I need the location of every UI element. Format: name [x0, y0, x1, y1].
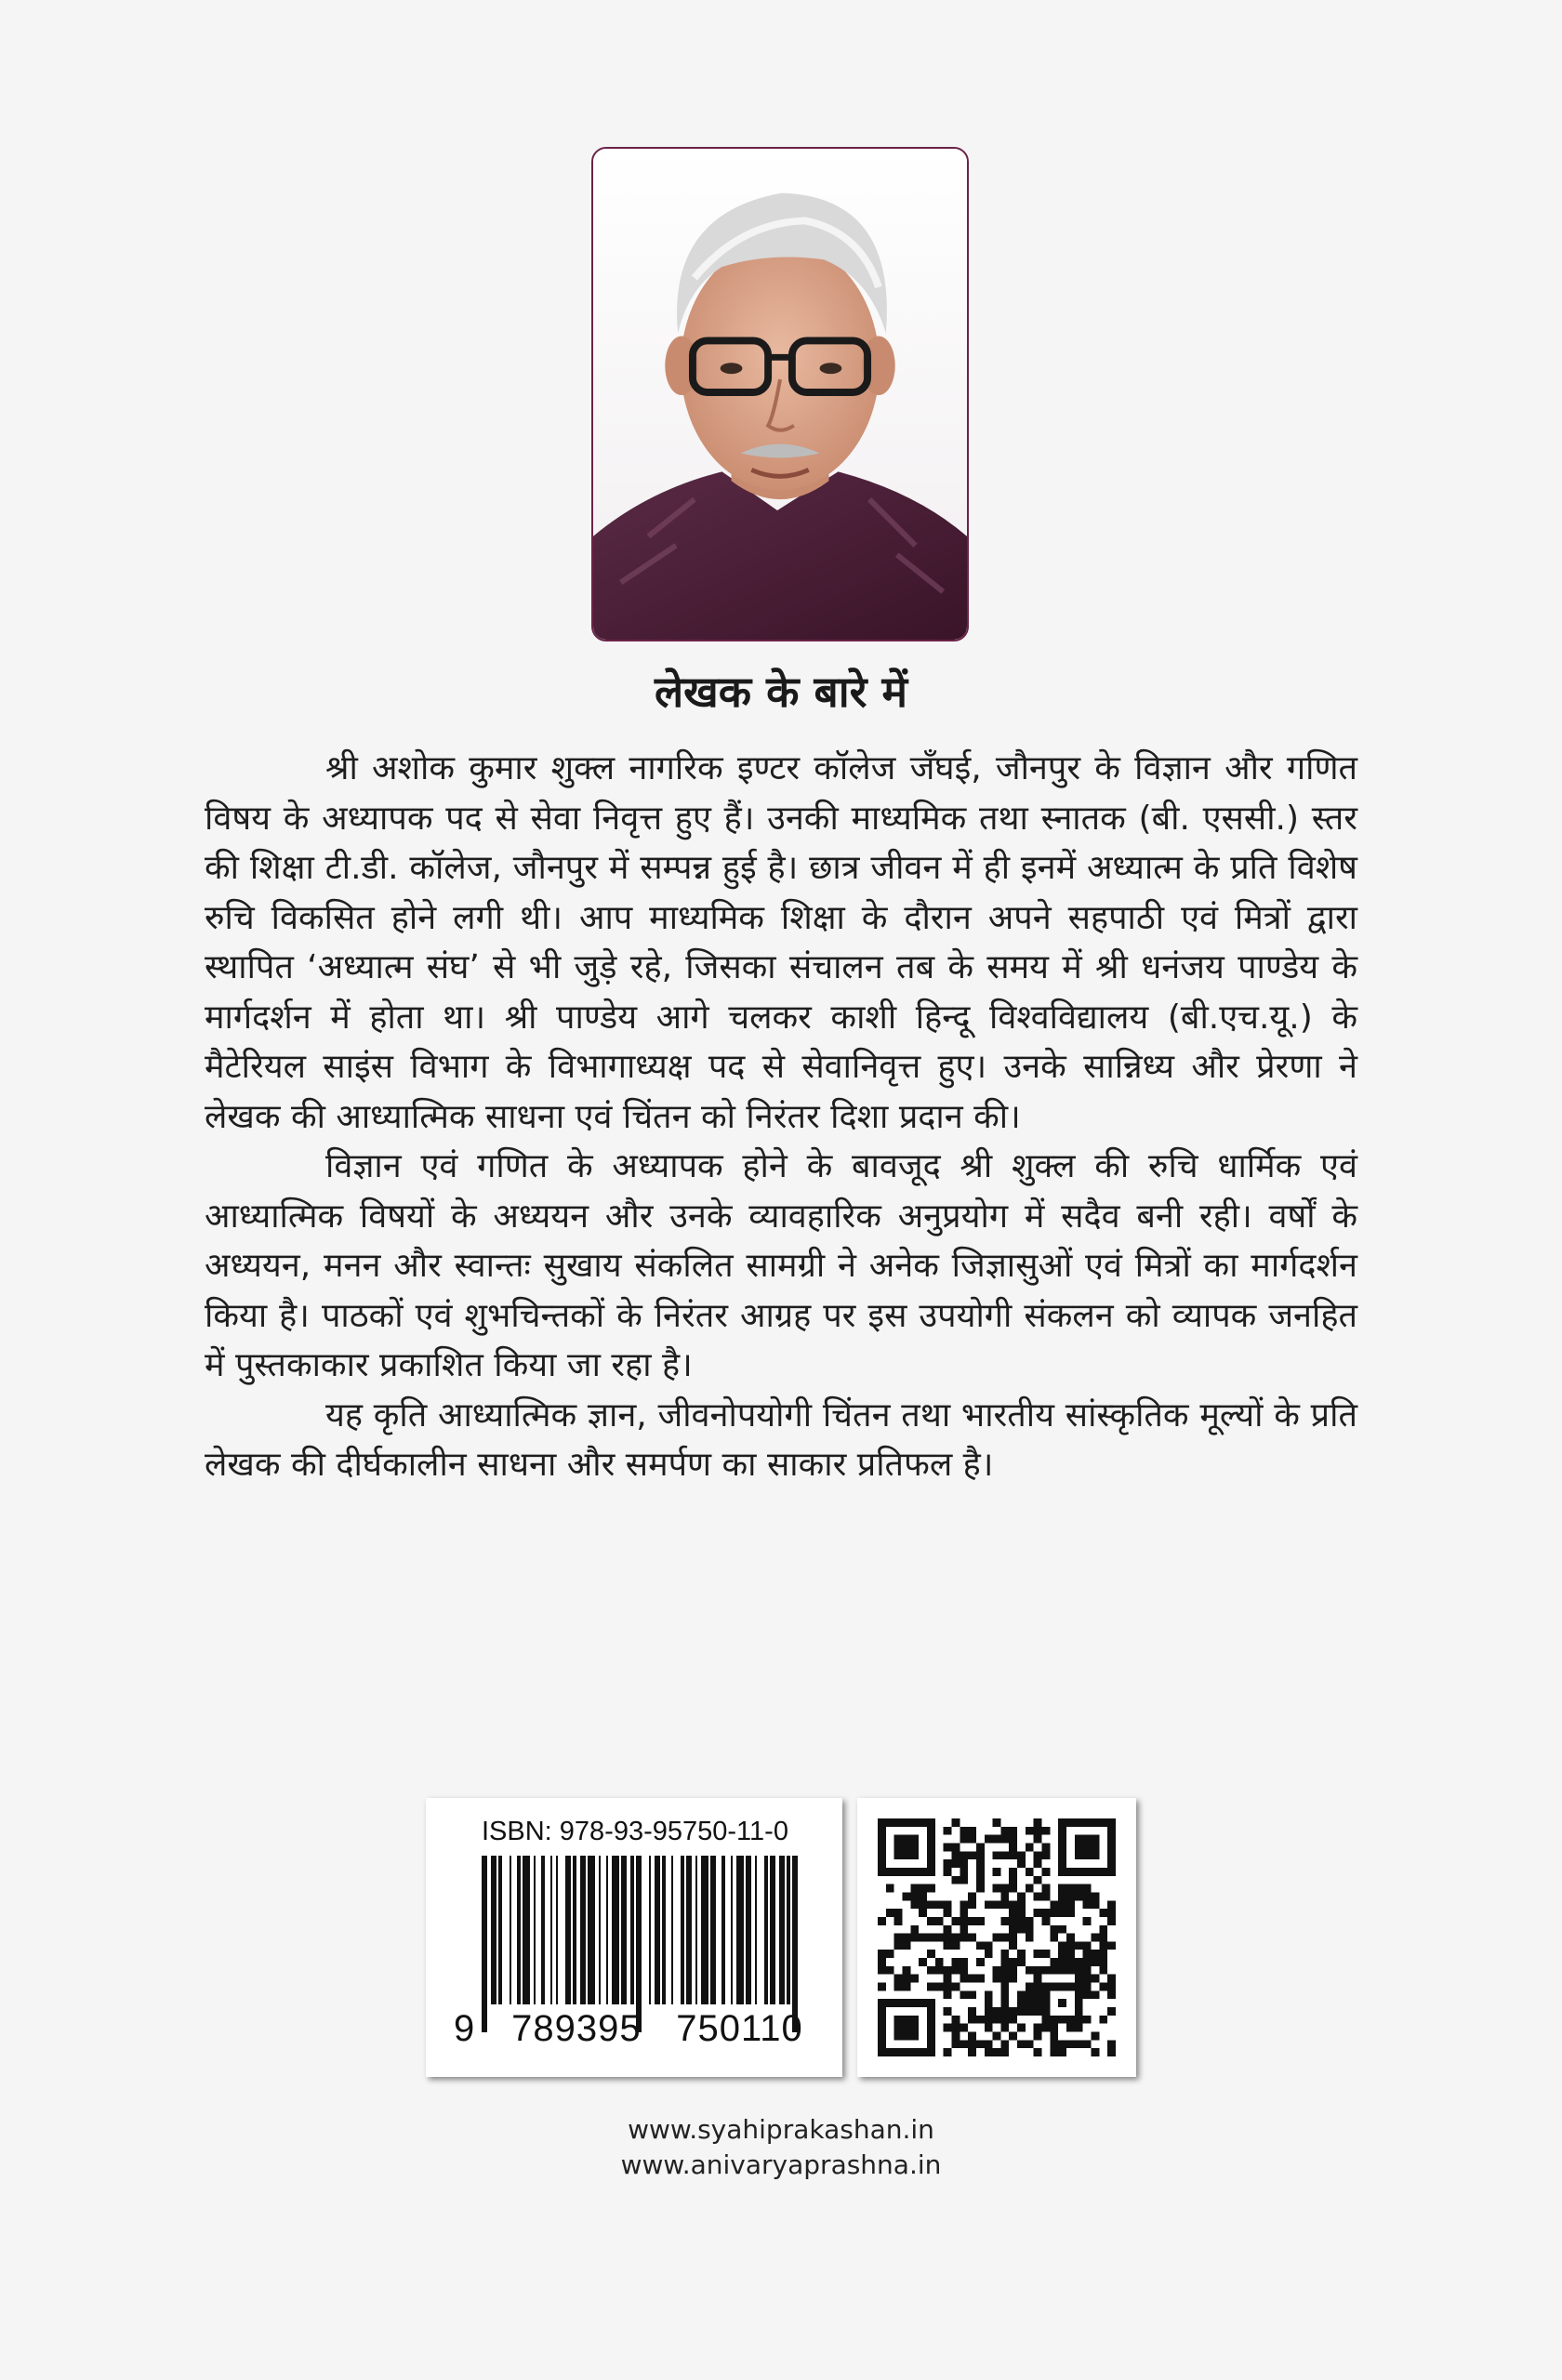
author-portrait-image	[593, 149, 967, 640]
isbn-label: ISBN: 978-93-95750-11-0	[482, 1817, 788, 1846]
website-link-2[interactable]: www.anivaryaprashna.in	[620, 2149, 942, 2180]
barcode-icon	[482, 1856, 798, 2032]
publisher-websites	[0, 2112, 1562, 2183]
barcode-digits-left: 789395	[511, 2008, 642, 2049]
about-author-heading: लेखक के बारे में	[654, 667, 908, 717]
qr-code	[857, 1798, 1136, 2077]
barcode-digits	[454, 2008, 807, 2050]
bio-paragraph-1: श्री अशोक कुमार शुक्ल नागरिक इण्टर कॉलेज जँघई, जौनपुर के विज्ञान और गणित विषय के अध्यापक पद से सेवा निवृत्त हुए हैं। उनकी माध्यमिक तथा स्नातक (बी. एससी.) स्तर की शिक्षा टी.डी. कॉलेज, जौनपुर में सम्पन्न हुई है। छात्र जीवन में ही इनमें अध्यात्म के प्रति विशेष रुचि विकसित होने लगी थी। आप माध्यमिक शिक्षा के दौरान अपने सहपाठी एवं मित्रों द्वारा स्थापित ‘अध्यात्म संघ’ से भी जुड़े रहे, जिसका संचालन तब के समय में श्री धनंजय पाण्डेय के मार्गदर्शन में होता था। श्री पाण्डेय आगे चलकर काशी हिन्दू विश्वविद्यालय (बी.एच.यू.) के मैटेरियल साइंस विभाग के विभागाध्यक्ष पद से सेवानिवृत्त हुए। उनके सान्निध्य और प्रेरणा ने लेखक की आध्यात्मिक साधना एवं चिंतन को निरंतर दिशा प्रदान की।	[205, 749, 1357, 1136]
barcode-digit-lead: 9	[454, 2008, 476, 2049]
barcode-digits-right: 750110	[676, 2008, 803, 2049]
author-bio	[205, 744, 1357, 1490]
website-link-1[interactable]: www.syahiprakashan.in	[628, 2114, 934, 2145]
bio-paragraph-2: विज्ञान एवं गणित के अध्यापक होने के बावजूद श्री शुक्ल की रुचि धार्मिक एवं आध्यात्मिक विषयों के अध्ययन और उनके व्यावहारिक अनुप्रयोग में सदैव बनी रही। वर्षों के अध्ययन, मनन और स्वान्तः सुखाय संकलित सामग्री ने अनेक जिज्ञासुओं एवं मित्रों का मार्गदर्शन किया है। पाठकों एवं शुभचिन्तकों के निरंतर आग्रह पर इस उपयोगी संकलन को व्यापक जनहित में पुस्तकाकार प्रकाशित किया जा रहा है।	[205, 1147, 1357, 1384]
qr-code-icon	[878, 1818, 1116, 2056]
bio-paragraph-3: यह कृति आध्यात्मिक ज्ञान, जीवनोपयोगी चिंतन तथा भारतीय सांस्कृतिक मूल्यों के प्रति लेखक की दीर्घकालीन साधना और समर्पण का साकार प्रतिफल है।	[205, 1395, 1357, 1484]
isbn-barcode	[426, 1798, 842, 2077]
author-photo	[591, 147, 969, 641]
